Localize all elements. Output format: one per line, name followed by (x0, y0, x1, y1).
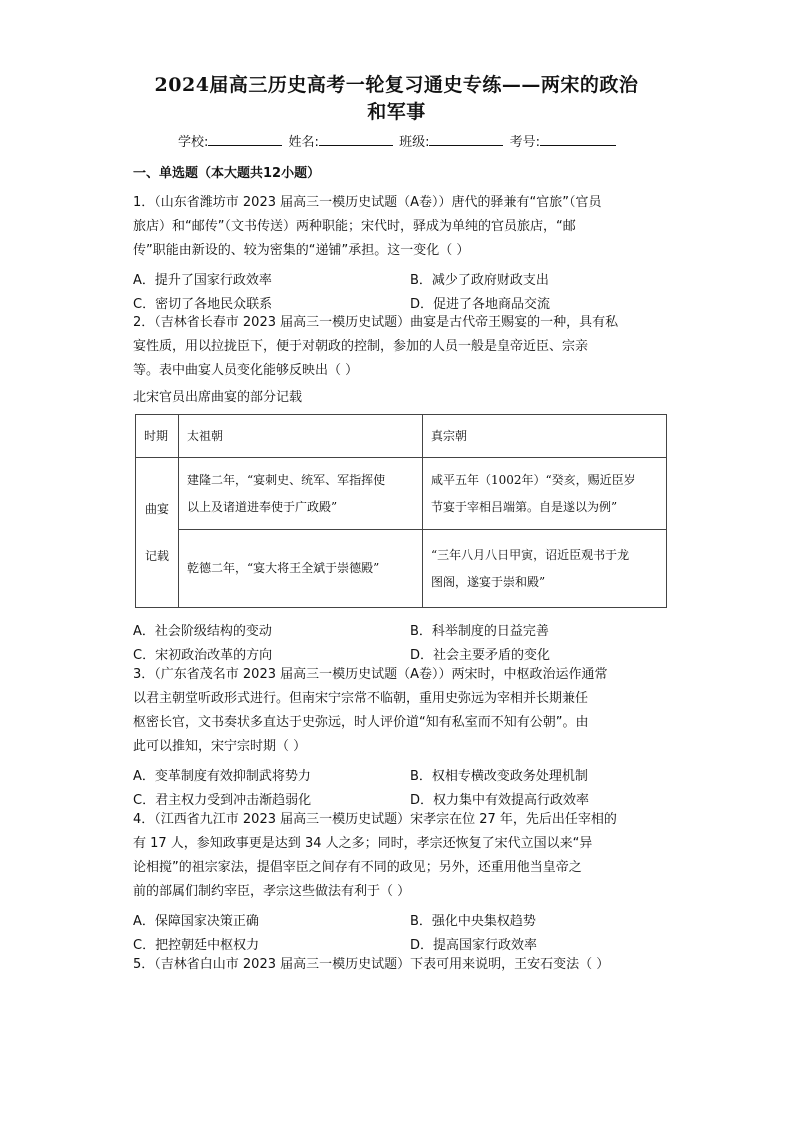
question-2-text: 等。表中曲宴人员变化能够反映出（ ） (133, 363, 359, 378)
question-1-text: 1．（山东省潍坊市 2023 届高三一模历史试题（A卷））唐代的驿兼有“官旅”（官员 (133, 195, 602, 210)
cell-line: 以上及诸道进奉使于广政殿” (187, 499, 338, 514)
question-3-text: 3．（广东省茂名市 2023 届高三一模历史试题（A卷））两宋时，中枢政治运作通常 (133, 667, 608, 682)
question-2-text: 宴性质，用以拉拢臣下，便于对朝政的控制，参加的人员一般是皇帝近臣、宗亲 (133, 339, 589, 354)
question-4-option-d[interactable]: D．提高国家行政效率 (410, 938, 538, 953)
question-4-option-c[interactable]: C．把控朝廷中枢权力 (133, 938, 260, 953)
question-4-text: 论相搅”的祖宗家法，提倡宰臣之间存有不同的政见；另外，还重用他当皇帝之 (133, 860, 582, 875)
table-cell (423, 530, 667, 608)
question-3-text: 此可以推知，宋宁宗时期（ ） (133, 739, 307, 754)
table-row-label (136, 458, 179, 608)
page-title: 2024届高三历史高考一轮复习通史专练——两宋的政治 (154, 74, 639, 96)
question-3-option-a[interactable]: A．变革制度有效抑制武将势力 (133, 769, 311, 784)
question-1-option-c[interactable]: C．密切了各地民众联系 (133, 297, 273, 312)
question-3-text: 枢密长官，文书奏状多直达于史弥远，时人评价道“知有私室而不知有公朝”。由 (133, 715, 589, 730)
table-header-taizu: 太祖朝 (179, 415, 423, 458)
row-label-spacer (144, 523, 170, 543)
cell-line: 咸平五年（1002年）“癸亥，赐近臣岁 (431, 472, 636, 487)
question-2-option-d[interactable]: D．社会主要矛盾的变化 (410, 648, 551, 663)
question-4-text: 前的部属们制约宰臣，孝宗这些做法有利于（ ） (133, 884, 411, 899)
table-header-zhenzong: 真宗朝 (423, 415, 667, 458)
school-blank[interactable] (208, 133, 282, 146)
question-5-text: 5．（吉林省白山市 2023 届高三一模历史试题）下表可用来说明，王安石变法（ ） (133, 957, 610, 972)
question-1-text: 旅店）和“邮传”（文书传送）两种职能；宋代时，驿成为单纯的官员旅店，“邮 (133, 219, 576, 234)
question-4-option-b[interactable]: B．强化中央集权趋势 (410, 914, 536, 929)
question-1-text: 传”职能由新设的、较为密集的“递铺”承担。这一变化（ ） (133, 243, 470, 258)
row-label-line: 记载 (144, 548, 169, 563)
question-1-option-b[interactable]: B．减少了政府财政支出 (410, 273, 549, 288)
section-heading: 一、单选题（本大题共12小题） (133, 166, 321, 181)
page-title-continued: 和军事 (367, 101, 426, 123)
table-cell (423, 458, 667, 530)
cell-line: 建隆二年，“宴刺史、统军、军指挥使 (187, 472, 386, 487)
name-label: 姓名: (288, 135, 319, 150)
question-4-text: 4．（江西省九江市 2023 届高三一模历史试题）宋孝宗在位 27 年，先后出任宰相的 (133, 812, 617, 827)
cell-line: 图阁，遂宴于崇和殿” (431, 574, 546, 589)
question-2-option-c[interactable]: C．宋初政治改革的方向 (133, 648, 273, 663)
question-1-option-a[interactable]: A．提升了国家行政效率 (133, 273, 272, 288)
table-cell (179, 458, 423, 530)
table-caption: 北宋官员出席曲宴的部分记载 (133, 390, 303, 405)
question-1-option-d[interactable]: D．促进了各地商品交流 (410, 297, 551, 312)
cell-line: “三年八月八日甲寅，诏近臣观书于龙 (431, 547, 630, 562)
question-3-option-c[interactable]: C．君主权力受到冲击渐趋弱化 (133, 793, 312, 808)
exam-number-blank[interactable] (540, 133, 616, 146)
question-3-option-b[interactable]: B．权相专横改变政务处理机制 (410, 769, 588, 784)
student-info-row (178, 131, 616, 150)
exam-number-label: 考号: (509, 135, 540, 150)
question-4-text: 有 17 人，参知政事更是达到 34 人之多；同时，孝宗还恢复了宋代立国以来“异 (133, 836, 593, 851)
class-blank[interactable] (429, 133, 503, 146)
class-label: 班级: (399, 135, 430, 150)
question-2-text: 2．（吉林省长春市 2023 届高三一模历史试题）曲宴是古代帝王赐宴的一种，具有私 (133, 315, 619, 330)
question-4-option-a[interactable]: A．保障国家决策正确 (133, 914, 259, 929)
cell-line: 乾德二年，“宴大将王全斌于崇德殿” (187, 561, 380, 575)
question-2-option-a[interactable]: A．社会阶级结构的变动 (133, 624, 272, 639)
banquet-records-table (135, 414, 667, 608)
question-2-option-b[interactable]: B．科举制度的日益完善 (410, 624, 549, 639)
table-cell (179, 530, 423, 608)
school-label: 学校: (178, 135, 209, 150)
cell-line: 节宴于宰相吕端第。自是遂以为例” (431, 499, 618, 514)
table-header-period: 时期 (136, 415, 179, 458)
question-3-option-d[interactable]: D．权力集中有效提高行政效率 (410, 793, 590, 808)
row-label-line: 曲宴 (144, 501, 169, 516)
question-3-text: 以君主朝堂听政形式进行。但南宋宁宗常不临朝，重用史弥远为宰相并长期兼任 (133, 691, 589, 706)
name-blank[interactable] (319, 133, 393, 146)
